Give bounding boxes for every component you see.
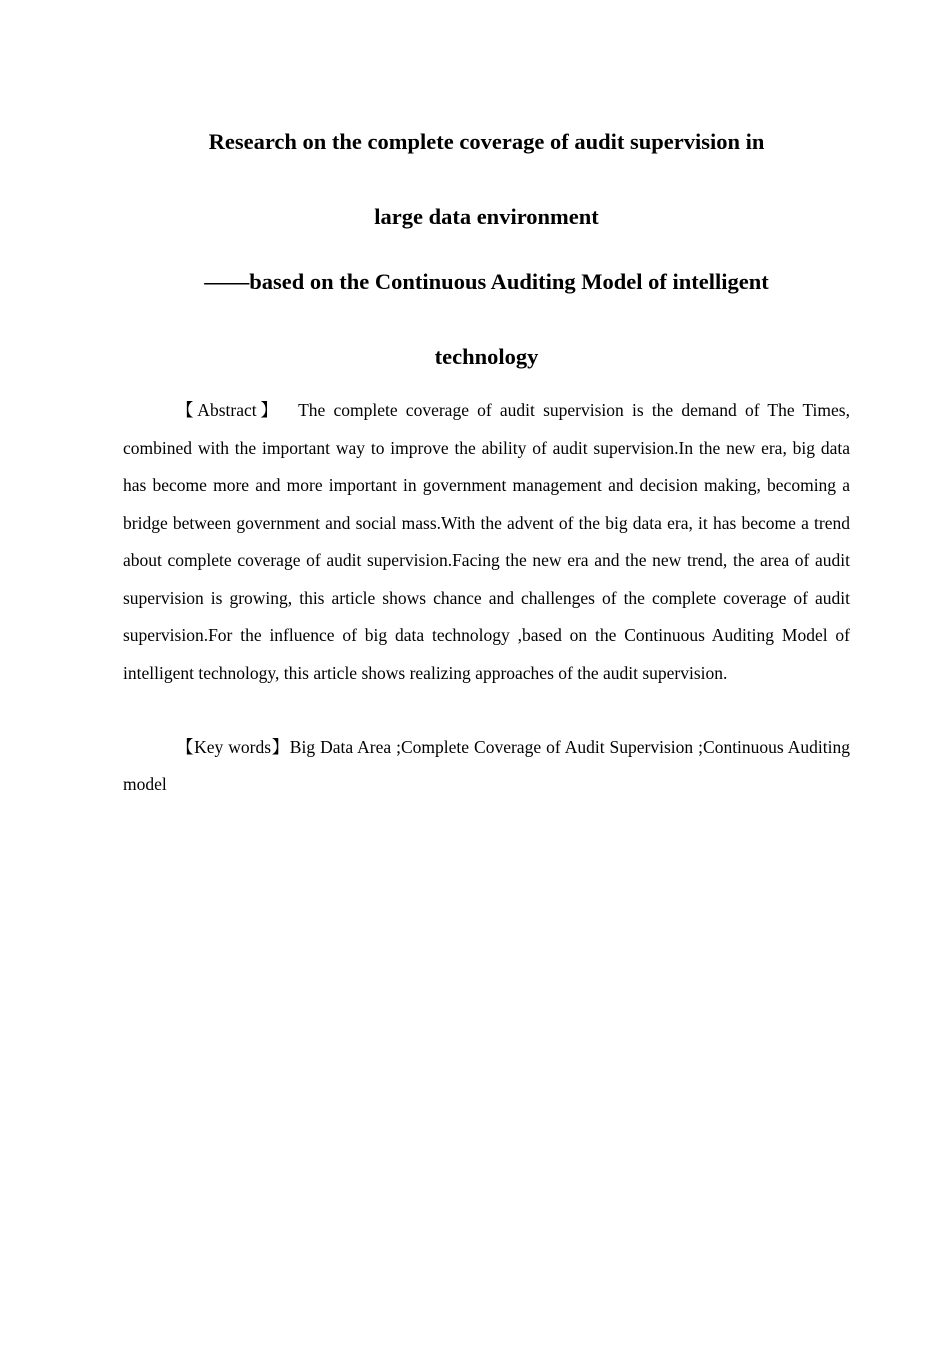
paper-subtitle-line-2: technology: [434, 344, 539, 369]
abstract-label: 【Abstract】: [176, 400, 282, 420]
abstract-paragraph: [123, 392, 850, 692]
keywords-text: Big Data Area ;Complete Coverage of Audit Supervision ;Continuous Auditing model: [123, 737, 850, 794]
paper-title-line-2: large data environment: [374, 204, 599, 229]
keywords-label: 【Key words】: [176, 737, 290, 757]
keywords-paragraph: [123, 729, 850, 803]
paper-title-line-1: Research on the complete coverage of audit supervision in: [208, 129, 765, 154]
paper-subtitle-line-1: ——based on the Continuous Auditing Model of intelligent: [204, 269, 769, 294]
abstract-text: The complete coverage of audit supervision is the demand of The Times, combined with the important way to improve the ability of audit supervision.In the new era, big data has become more and more important in government management and decision making, becoming a bridge between government and social mass.With the advent of the big data era, it has become a trend about complete coverage of audit supervision.Facing the new era and the new trend, the area of audit supervision is growing, this article shows chance and challenges of the complete coverage of audit supervision.For the influence of big data technology ,based on the Continuous Auditing Model of intelligent technology, this article shows realizing approaches of the audit supervision.: [123, 400, 850, 683]
